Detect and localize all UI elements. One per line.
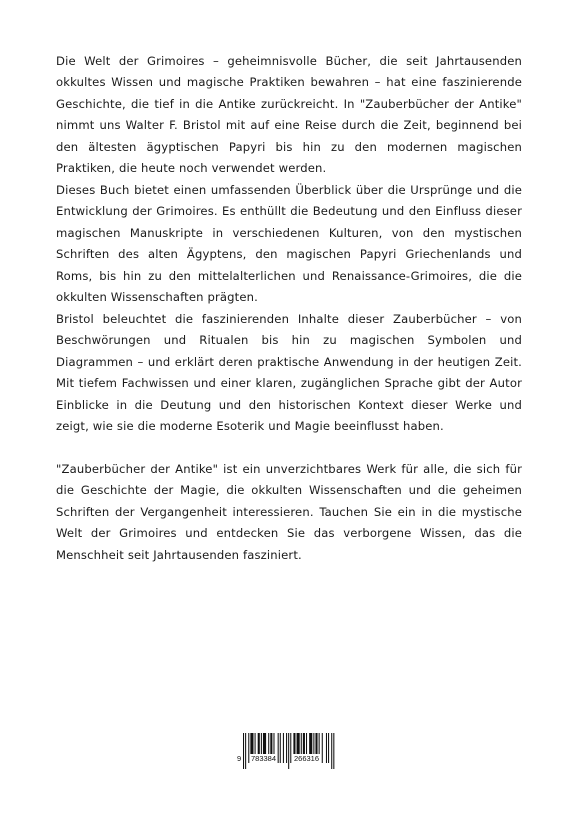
- paragraph-intro: Die Welt der Grimoires – geheimnisvolle Bücher, die seit Jahrtausenden okkultes Wissen und magische Praktiken bewahren – hat eine faszinierende Geschichte, die tief in die Antike zurückreicht. In "Zauberbücher der Antike" nimmt uns Walter F. Bristol mit auf eine Reise durch die Zeit, beginnend bei den ältesten ägyptischen Papyri bis hin zu den modernen magischen Praktiken, die heute noch verwendet werden.: [56, 54, 522, 176]
- barcode-bar: [288, 733, 289, 769]
- barcode-bar: [280, 733, 281, 763]
- barcode-bar: [331, 733, 332, 769]
- barcode-bar: [283, 733, 284, 763]
- barcode-digits-left: 783384: [251, 754, 277, 763]
- barcode-bar: [333, 733, 334, 769]
- paragraph-contents: Bristol beleuchtet die faszinierenden Inhalte dieser Zauberbücher – von Beschwörungen und Ritualen bis hin zu magischen Symbolen und Diagrammen – und erklärt deren praktische Anwendung in der heutigen Zeit. Mit tiefem Fachwissen und einer klaren, zugänglichen Sprache gibt der Autor Einblicke in die Deutung und den historischen Kontext dieser Werke und zeigt, wie sie die moderne Esoterik und Magie beeinflusst haben.: [56, 312, 522, 434]
- paragraph-closing: "Zauberbücher der Antike" ist ein unverzichtbares Werk für alle, die sich für die Geschichte der Magie, die okkulten Wissenschaften und die geheimen Schriften der Vergangenheit interessieren. Tauchen Sie ein in die mystische Welt der Grimoires und entdecken Sie das verborgene Wissen, das die Menschheit seit Jahrtausenden fasziniert.: [56, 462, 522, 562]
- isbn-barcode: [237, 733, 337, 769]
- barcode-bar: [286, 733, 287, 763]
- barcode-bar: [328, 733, 329, 763]
- barcode-bar: [245, 733, 246, 769]
- barcode-bar: [322, 733, 323, 763]
- barcode-bar: [290, 733, 291, 763]
- barcode-bars: [237, 733, 337, 769]
- barcode-bar: [326, 733, 327, 763]
- barcode-bar: [278, 733, 279, 763]
- barcode-digit-lead: 9: [237, 754, 242, 763]
- barcode-digits-right: 266316: [294, 754, 320, 763]
- paragraph-overview: Dieses Buch bietet einen umfassenden Überblick über die Ursprünge und die Entwicklung der Grimoires. Es enthüllt die Bedeutung und den Einfluss dieser magischen Manuskripte in verschiedenen Kulturen, von den mystischen Schriften des alten Ägyptens, den magischen Papyri Griechenlands und Roms, bis hin zu den mittelalterlichen und Renaissance-Grimoires, die die okkulten Wissenschaften prägten.: [56, 183, 522, 305]
- barcode-bar: [243, 733, 244, 769]
